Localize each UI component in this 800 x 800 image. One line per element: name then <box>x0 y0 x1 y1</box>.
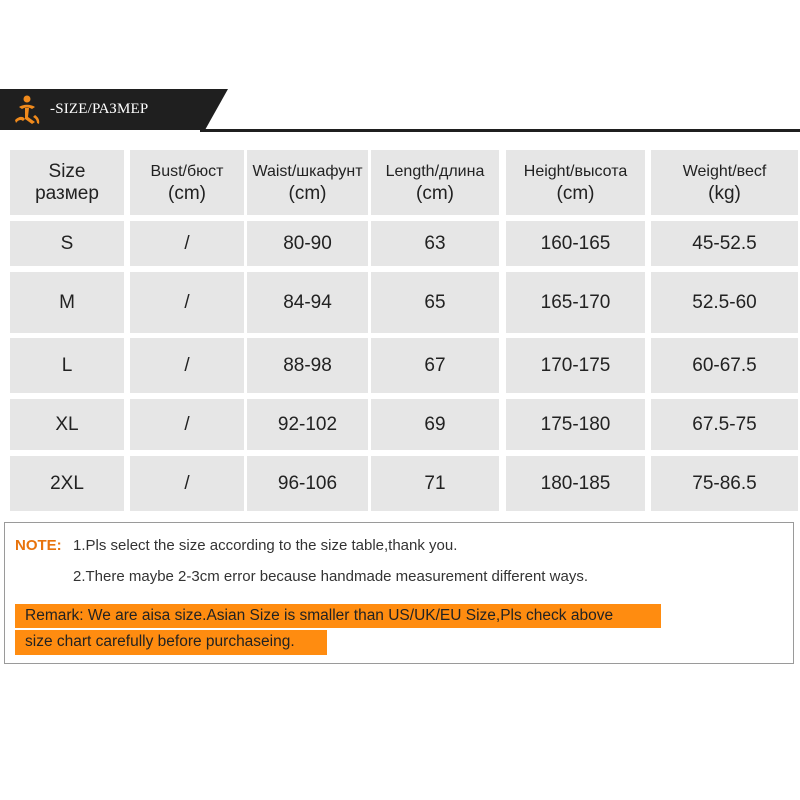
table-cell-bust: / <box>130 221 244 266</box>
header-cell-text: Height/высота <box>523 162 628 180</box>
table-cell-length: 65 <box>371 272 499 333</box>
header-cell-text: Waist/шкафунт <box>252 162 363 180</box>
table-cell-weight: 67.5-75 <box>651 399 798 450</box>
note-line-1: 1.Pls select the size according to the size table,thank you. <box>73 537 458 554</box>
note-label: NOTE: <box>15 537 62 554</box>
table-cell-size: S <box>10 221 124 266</box>
table-cell-bust: / <box>130 399 244 450</box>
orange-figure-logo-icon <box>10 93 44 127</box>
table-cell-height: 165-170 <box>506 272 645 333</box>
table-cell-waist: 92-102 <box>247 399 368 450</box>
header-cell-text: Bust/бюст <box>150 162 224 180</box>
table-cell-length: 67 <box>371 338 499 393</box>
table-cell-waist: 96-106 <box>247 456 368 511</box>
table-cell-waist: 84-94 <box>247 272 368 333</box>
table-cell-weight: 60-67.5 <box>651 338 798 393</box>
header-cell-text: (cm) <box>416 182 454 204</box>
note-box <box>4 522 794 664</box>
table-cell-weight: 45-52.5 <box>651 221 798 266</box>
remark-line-2: size chart carefully before purchaseing. <box>25 633 295 650</box>
header-cell-text: Size <box>48 160 86 182</box>
header-cell-bust <box>130 150 244 215</box>
header-banner <box>0 89 800 131</box>
table-cell-weight: 52.5-60 <box>651 272 798 333</box>
page-title: -SIZE/РАЗМЕР <box>50 101 149 117</box>
table-cell-bust: / <box>130 272 244 333</box>
table-cell-length: 69 <box>371 399 499 450</box>
table-cell-height: 175-180 <box>506 399 645 450</box>
table-cell-length: 63 <box>371 221 499 266</box>
table-cell-bust: / <box>130 456 244 511</box>
table-cell-size: L <box>10 338 124 393</box>
remark-line-1: Remark: We are aisa size.Asian Size is smaller than US/UK/EU Size,Pls check above <box>25 607 614 624</box>
table-cell-length: 71 <box>371 456 499 511</box>
header-cell-text: (cm) <box>288 182 327 204</box>
table-cell-waist: 88-98 <box>247 338 368 393</box>
header-cell-height <box>506 150 645 215</box>
table-cell-height: 160-165 <box>506 221 645 266</box>
header-cell-text: размер <box>35 182 99 204</box>
header-divider <box>200 129 800 132</box>
header-cell-text: Weight/весf <box>682 162 767 180</box>
table-cell-size: 2XL <box>10 456 124 511</box>
header-cell-text: (cm) <box>556 182 595 204</box>
header-cell-text: (cm) <box>168 182 206 204</box>
note-line-2: 2.There maybe 2-3cm error because handmade measurement different ways. <box>73 568 588 585</box>
table-cell-height: 180-185 <box>506 456 645 511</box>
table-cell-bust: / <box>130 338 244 393</box>
table-cell-weight: 75-86.5 <box>651 456 798 511</box>
table-cell-size: M <box>10 272 124 333</box>
table-cell-size: XL <box>10 399 124 450</box>
header-cell-waist <box>247 150 368 215</box>
header-cell-text: (kg) <box>708 182 741 204</box>
header-cell-weight <box>651 150 798 215</box>
table-cell-height: 170-175 <box>506 338 645 393</box>
header-cell-length <box>371 150 499 215</box>
table-cell-waist: 80-90 <box>247 221 368 266</box>
header-cell-size <box>10 150 124 215</box>
header-cell-text: Length/длина <box>385 162 485 180</box>
